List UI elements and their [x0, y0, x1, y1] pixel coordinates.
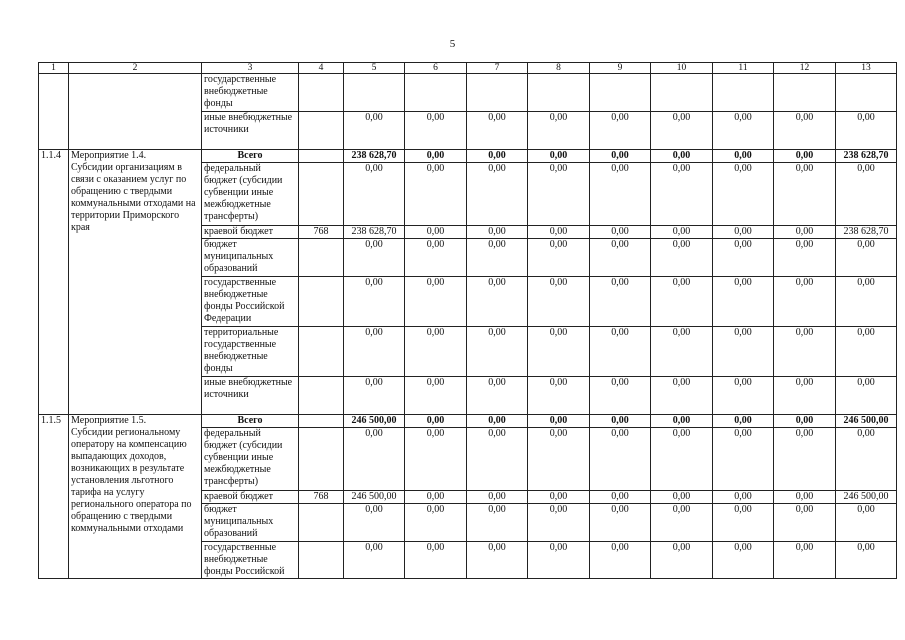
value-cell: 0,00: [405, 428, 467, 491]
code-cell: [299, 377, 344, 415]
code-cell: 768: [299, 491, 344, 504]
value-cell: 0,00: [528, 226, 590, 239]
code-cell: [299, 239, 344, 277]
value-cell: 0,00: [344, 163, 405, 226]
value-cell: 0,00: [836, 163, 897, 226]
measure-description: [69, 150, 202, 415]
header-col-9: 9: [590, 63, 651, 74]
value-cell: 246 500,00: [836, 491, 897, 504]
value-cell: 0,00: [467, 415, 528, 428]
code-cell: [299, 415, 344, 428]
value-cell: 0,00: [651, 163, 713, 226]
value-cell: [774, 74, 836, 112]
table-row: [39, 150, 897, 163]
source-cell: бюджет муниципальных образований: [202, 504, 299, 542]
value-cell: 0,00: [528, 163, 590, 226]
value-cell: 0,00: [405, 277, 467, 327]
value-cell: 0,00: [528, 491, 590, 504]
source-cell: государственные внебюджетные фонды Российской: [202, 542, 299, 579]
value-cell: 0,00: [467, 226, 528, 239]
value-cell: [836, 74, 897, 112]
value-cell: 0,00: [590, 504, 651, 542]
value-cell: 0,00: [774, 163, 836, 226]
value-cell: 0,00: [405, 491, 467, 504]
value-cell: 0,00: [467, 428, 528, 491]
value-cell: 0,00: [528, 428, 590, 491]
value-cell: 0,00: [405, 542, 467, 579]
value-cell: 246 500,00: [836, 415, 897, 428]
value-cell: 0,00: [774, 226, 836, 239]
value-cell: 0,00: [774, 504, 836, 542]
value-cell: 0,00: [344, 377, 405, 415]
measure-title: Мероприятие 1.4.: [71, 150, 147, 161]
value-cell: 0,00: [344, 112, 405, 150]
value-cell: 0,00: [651, 150, 713, 163]
value-cell: [713, 74, 774, 112]
value-cell: 0,00: [774, 428, 836, 491]
value-cell: 0,00: [528, 277, 590, 327]
header-col-1: 1: [39, 63, 69, 74]
value-cell: 0,00: [713, 491, 774, 504]
value-cell: 0,00: [836, 542, 897, 579]
value-cell: 0,00: [590, 277, 651, 327]
value-cell: 0,00: [651, 377, 713, 415]
value-cell: 0,00: [651, 226, 713, 239]
source-cell: бюджет муниципальных образований: [202, 239, 299, 277]
value-cell: 0,00: [713, 377, 774, 415]
value-cell: 0,00: [344, 327, 405, 377]
code-cell: [299, 163, 344, 226]
value-cell: 0,00: [467, 327, 528, 377]
header-col-11: 11: [713, 63, 774, 74]
value-cell: 238 628,70: [836, 150, 897, 163]
value-cell: 0,00: [528, 150, 590, 163]
value-cell: 246 500,00: [344, 415, 405, 428]
code-cell: [299, 277, 344, 327]
header-col-2: 2: [69, 63, 202, 74]
code-cell: 768: [299, 226, 344, 239]
value-cell: 0,00: [344, 239, 405, 277]
value-cell: 0,00: [590, 415, 651, 428]
value-cell: 0,00: [590, 428, 651, 491]
value-cell: 0,00: [774, 327, 836, 377]
header-col-13: 13: [836, 63, 897, 74]
value-cell: 0,00: [836, 239, 897, 277]
value-cell: 0,00: [405, 163, 467, 226]
value-cell: 0,00: [344, 277, 405, 327]
table-row: [39, 415, 897, 428]
value-cell: 0,00: [836, 327, 897, 377]
value-cell: 0,00: [713, 239, 774, 277]
value-cell: 0,00: [467, 150, 528, 163]
value-cell: 0,00: [651, 277, 713, 327]
source-cell: федеральный бюджет (субсидии субвенции иные межбюджетные трансферты): [202, 428, 299, 491]
value-cell: 0,00: [651, 415, 713, 428]
value-cell: [344, 74, 405, 112]
empty-desc-cell: [69, 74, 202, 150]
value-cell: 0,00: [836, 428, 897, 491]
code-cell: [299, 327, 344, 377]
value-cell: 0,00: [590, 226, 651, 239]
value-cell: 238 628,70: [344, 226, 405, 239]
measure-number: 1.1.4: [39, 150, 69, 415]
value-cell: 0,00: [405, 327, 467, 377]
budget-table: [38, 62, 897, 579]
value-cell: 0,00: [836, 377, 897, 415]
value-cell: 0,00: [774, 542, 836, 579]
value-cell: 238 628,70: [836, 226, 897, 239]
value-cell: 0,00: [467, 542, 528, 579]
value-cell: 0,00: [774, 415, 836, 428]
header-col-5: 5: [344, 63, 405, 74]
value-cell: 0,00: [774, 150, 836, 163]
value-cell: [590, 74, 651, 112]
value-cell: 238 628,70: [344, 150, 405, 163]
value-cell: 0,00: [836, 277, 897, 327]
value-cell: 0,00: [405, 377, 467, 415]
value-cell: 0,00: [467, 239, 528, 277]
source-cell: государственные внебюджетные фонды Российской Федерации: [202, 277, 299, 327]
header-col-12: 12: [774, 63, 836, 74]
value-cell: 0,00: [467, 377, 528, 415]
source-cell: Всего: [202, 415, 299, 428]
header-col-3: 3: [202, 63, 299, 74]
value-cell: [651, 74, 713, 112]
value-cell: 0,00: [405, 504, 467, 542]
value-cell: 0,00: [713, 428, 774, 491]
value-cell: 0,00: [774, 112, 836, 150]
value-cell: 0,00: [713, 327, 774, 377]
value-cell: 0,00: [774, 377, 836, 415]
value-cell: 0,00: [590, 163, 651, 226]
header-col-6: 6: [405, 63, 467, 74]
source-cell: краевой бюджет: [202, 226, 299, 239]
measure-text: Субсидии организациям в связи с оказанием услуг по обращению с твердыми коммунальными отходами на территории Приморского края: [71, 162, 196, 233]
value-cell: 0,00: [774, 491, 836, 504]
value-cell: 0,00: [590, 239, 651, 277]
page-number: 5: [449, 38, 456, 50]
value-cell: 0,00: [651, 327, 713, 377]
value-cell: 0,00: [590, 150, 651, 163]
value-cell: 0,00: [713, 112, 774, 150]
code-cell: [299, 74, 344, 112]
value-cell: 0,00: [713, 163, 774, 226]
value-cell: 0,00: [590, 491, 651, 504]
header-col-4: 4: [299, 63, 344, 74]
value-cell: [405, 74, 467, 112]
value-cell: 0,00: [344, 504, 405, 542]
code-cell: [299, 504, 344, 542]
value-cell: 0,00: [405, 150, 467, 163]
value-cell: 0,00: [528, 415, 590, 428]
value-cell: 0,00: [467, 163, 528, 226]
value-cell: [467, 74, 528, 112]
empty-num-cell: [39, 74, 69, 150]
header-col-7: 7: [467, 63, 528, 74]
value-cell: 0,00: [405, 239, 467, 277]
value-cell: 0,00: [651, 428, 713, 491]
source-cell: территориальные государственные внебюджетные фонды: [202, 327, 299, 377]
value-cell: 0,00: [774, 277, 836, 327]
measure-text: Субсидии региональному оператору на компенсацию выпадающих доходов, возникающих в результате установления льготного тарифа на услугу регионального оператора по обращению с твердыми коммунальными отходами: [71, 427, 192, 534]
value-cell: 0,00: [651, 491, 713, 504]
value-cell: 0,00: [528, 112, 590, 150]
value-cell: [528, 74, 590, 112]
value-cell: 0,00: [713, 277, 774, 327]
code-cell: [299, 428, 344, 491]
value-cell: 0,00: [405, 112, 467, 150]
header-col-10: 10: [651, 63, 713, 74]
value-cell: 0,00: [467, 112, 528, 150]
source-cell: Всего: [202, 150, 299, 163]
value-cell: 246 500,00: [344, 491, 405, 504]
value-cell: 0,00: [651, 504, 713, 542]
value-cell: 0,00: [713, 415, 774, 428]
value-cell: 0,00: [836, 504, 897, 542]
measure-number: 1.1.5: [39, 415, 69, 579]
value-cell: 0,00: [467, 277, 528, 327]
value-cell: 0,00: [590, 542, 651, 579]
value-cell: 0,00: [713, 542, 774, 579]
value-cell: 0,00: [405, 415, 467, 428]
value-cell: 0,00: [467, 491, 528, 504]
source-cell: иные внебюджетные источники: [202, 377, 299, 415]
value-cell: 0,00: [467, 504, 528, 542]
value-cell: 0,00: [528, 542, 590, 579]
value-cell: 0,00: [651, 112, 713, 150]
value-cell: 0,00: [651, 239, 713, 277]
measure-description: [69, 415, 202, 579]
table-row: [39, 74, 897, 112]
value-cell: 0,00: [405, 226, 467, 239]
source-cell: федеральный бюджет (субсидии субвенции иные межбюджетные трансферты): [202, 163, 299, 226]
source-cell: краевой бюджет: [202, 491, 299, 504]
value-cell: 0,00: [528, 377, 590, 415]
measure-title: Мероприятие 1.5.: [71, 415, 147, 426]
value-cell: 0,00: [590, 327, 651, 377]
value-cell: 0,00: [836, 112, 897, 150]
value-cell: 0,00: [528, 327, 590, 377]
value-cell: 0,00: [344, 428, 405, 491]
value-cell: 0,00: [528, 239, 590, 277]
value-cell: 0,00: [590, 112, 651, 150]
code-cell: [299, 112, 344, 150]
value-cell: 0,00: [713, 504, 774, 542]
value-cell: 0,00: [774, 239, 836, 277]
code-cell: [299, 150, 344, 163]
value-cell: 0,00: [713, 226, 774, 239]
source-cell: государственные внебюджетные фонды: [202, 74, 299, 112]
source-cell: иные внебюджетные источники: [202, 112, 299, 150]
value-cell: 0,00: [344, 542, 405, 579]
header-row: [39, 63, 897, 74]
value-cell: 0,00: [651, 542, 713, 579]
value-cell: 0,00: [528, 504, 590, 542]
header-col-8: 8: [528, 63, 590, 74]
code-cell: [299, 542, 344, 579]
value-cell: 0,00: [713, 150, 774, 163]
value-cell: 0,00: [590, 377, 651, 415]
